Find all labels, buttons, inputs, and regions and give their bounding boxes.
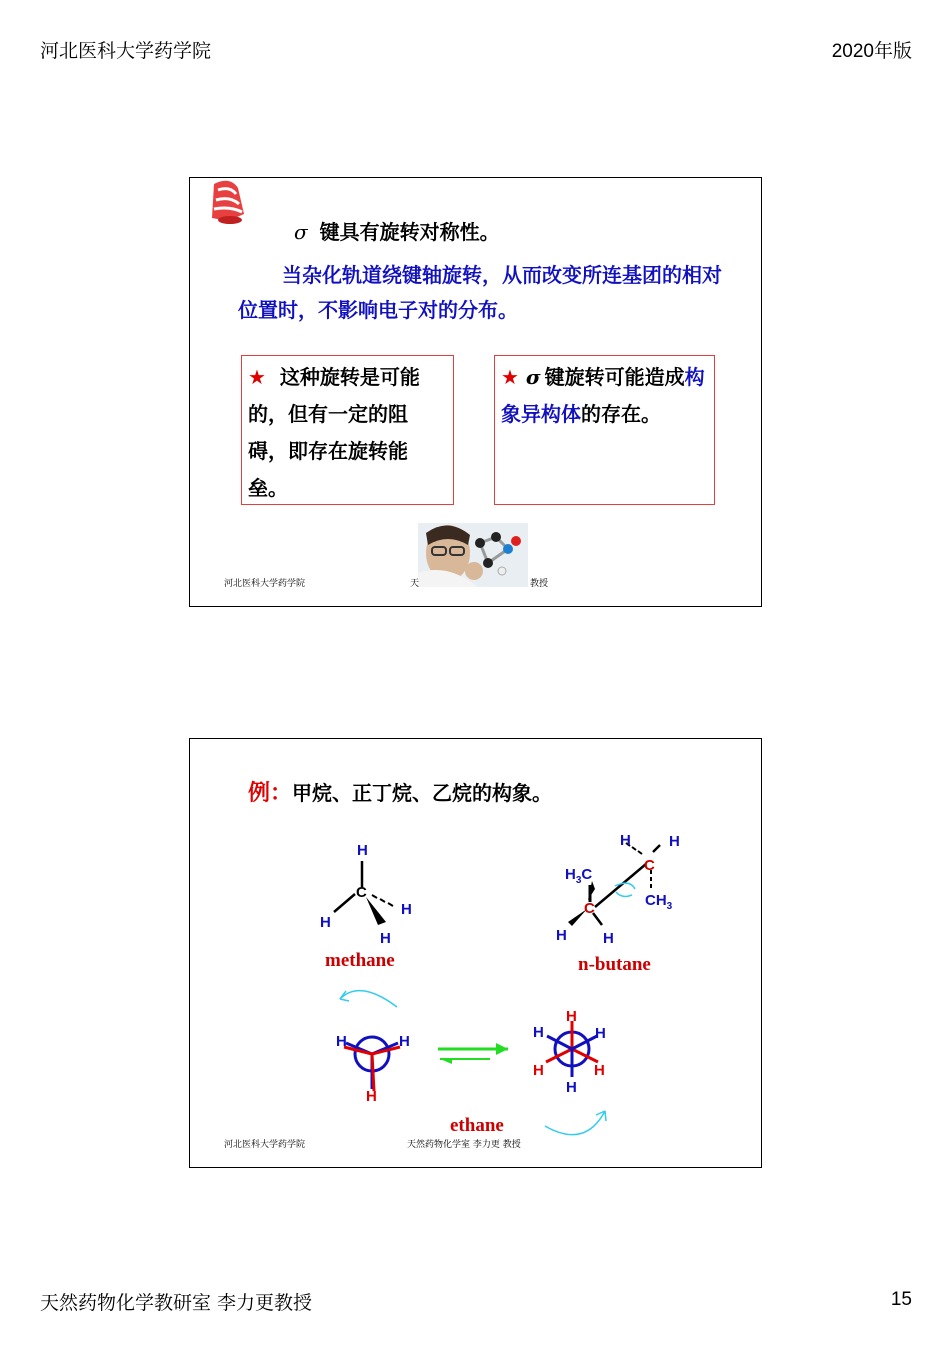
- star-icon: ★: [248, 365, 266, 389]
- note-box2-text-after: 的存在。: [581, 402, 661, 426]
- slide2-title-text: 甲烷、正丁烷、乙烷的构象。: [292, 781, 553, 805]
- svg-text:H3C: $H_3C$: [565, 866, 593, 886]
- slide-sigma-bond-rotation: [189, 177, 762, 607]
- svg-text:H: H: [357, 842, 368, 859]
- svg-text:H: H: [533, 1024, 544, 1041]
- svg-text:H: H: [669, 833, 680, 850]
- svg-text:CH3: $CH_3$: [645, 892, 673, 912]
- methane-structure: [320, 842, 412, 947]
- conformation-diagrams: [190, 739, 763, 1169]
- slide2-footer-left: 河北医科大学药学院: [224, 1140, 306, 1150]
- n-butane-structure: [556, 832, 680, 947]
- note-box-conformers: [494, 355, 715, 505]
- header-institution: 河北医科大学药学院: [40, 40, 212, 62]
- ethane-newman-right: [533, 1008, 606, 1135]
- svg-text:H: H: [566, 1008, 577, 1025]
- svg-text:H: H: [401, 901, 412, 918]
- slide2-title-lead: 例：: [248, 781, 293, 806]
- svg-text:H: H: [336, 1033, 347, 1050]
- svg-text:H: H: [566, 1079, 577, 1096]
- footer-department: 天然药物化学教研室 李力更教授: [40, 1292, 313, 1314]
- page-number: 15: [890, 1289, 912, 1310]
- slide1-title: [294, 216, 500, 245]
- equilibrium-arrows: [438, 1043, 508, 1064]
- sigma-symbol: σ: [525, 365, 541, 389]
- svg-text:C: C: [644, 857, 655, 874]
- ethane-label: ethane: [450, 1115, 504, 1136]
- slide1-paragraph: [238, 258, 738, 328]
- header-edition: 2020年版: [831, 41, 912, 62]
- svg-text:C: C: [356, 884, 367, 901]
- note-box1-text: 这种旋转是可能的，但有一定的阻碍，即存在旋转能垒。: [248, 365, 420, 500]
- sigma-symbol: σ: [294, 220, 308, 244]
- note-box2-text-before: 键旋转可能造成: [544, 365, 685, 389]
- svg-text:H: H: [603, 930, 614, 947]
- slide1-footer-mid: 天: [410, 579, 420, 589]
- svg-text:H: H: [399, 1033, 410, 1050]
- svg-text:H: H: [366, 1088, 377, 1105]
- svg-text:H: H: [380, 930, 391, 947]
- svg-text:H: H: [595, 1025, 606, 1042]
- svg-text:H: H: [556, 927, 567, 944]
- svg-text:H: H: [320, 914, 331, 931]
- star-icon: ★: [501, 365, 519, 389]
- slide-conformations-example: [189, 738, 762, 1168]
- svg-text:H: H: [594, 1062, 605, 1079]
- svg-text:C: C: [584, 900, 595, 917]
- methane-label: methane: [325, 950, 395, 971]
- svg-text:H: H: [533, 1062, 544, 1079]
- slide1-footer-right: 教授: [530, 579, 549, 589]
- svg-text:H: H: [620, 832, 631, 849]
- ethane-newman-left: [336, 991, 410, 1105]
- bell-icon: [206, 178, 250, 228]
- slide2-footer-mid: 天然药物化学室 李力更 教授: [407, 1140, 521, 1150]
- n-butane-label: n-butane: [578, 954, 651, 975]
- note-box2-highlight: 构象异构体: [501, 365, 705, 426]
- note-box-rotation-barrier: [241, 355, 454, 505]
- slide1-title-text: 键具有旋转对称性。: [319, 220, 500, 244]
- slide1-paragraph-text: 当杂化轨道绕键轴旋转，从而改变所连基团的相对位置时，不影响电子对的分布。: [238, 263, 722, 322]
- slide1-footer-left: 河北医科大学药学院: [224, 579, 306, 589]
- scientist-molecule-photo: [418, 523, 528, 587]
